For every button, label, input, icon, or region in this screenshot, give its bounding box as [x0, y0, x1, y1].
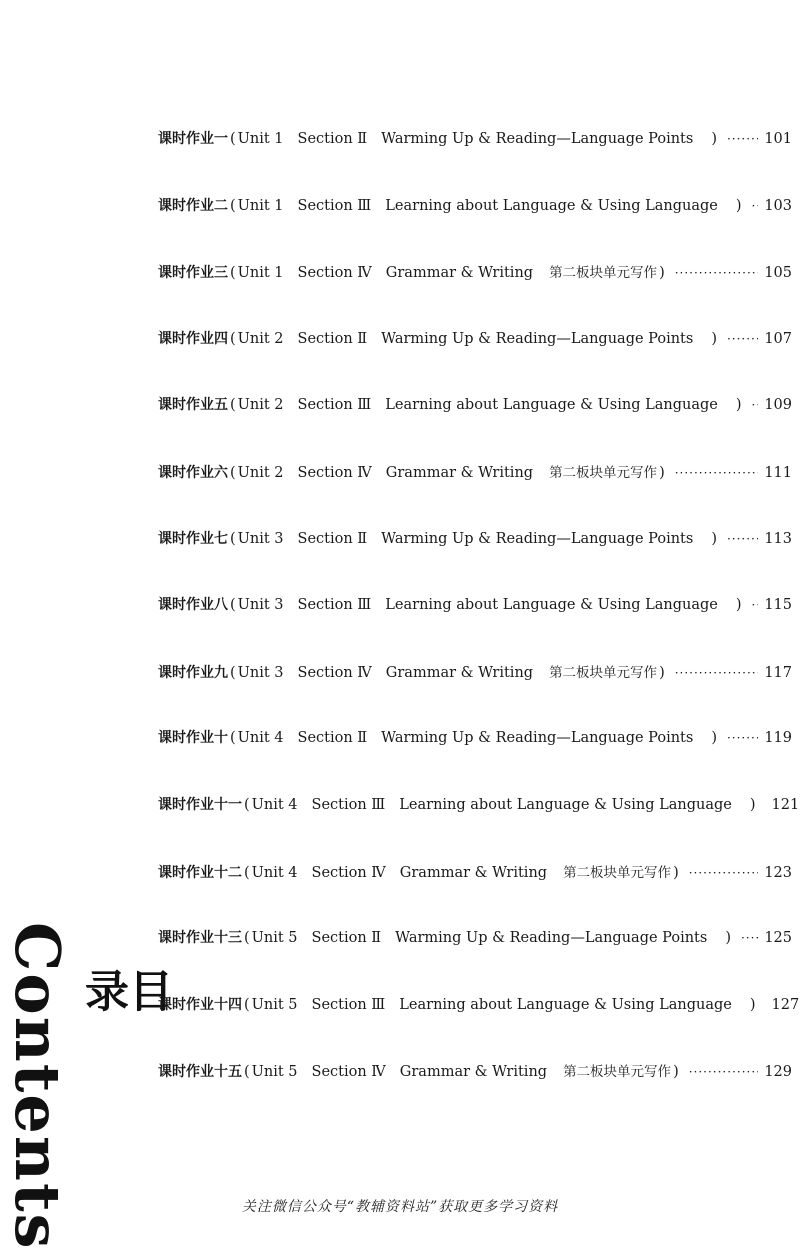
- toc-entry-page: 115: [764, 597, 792, 614]
- toc-entry-page: 129: [764, 1064, 792, 1081]
- toc-entry-section: Section Ⅲ: [297, 597, 372, 614]
- toc-entry-unit: Unit 3: [237, 530, 284, 547]
- mulu-heading: 目 录: [77, 968, 172, 1030]
- toc-entry-topic: Warming Up & Reading—Language Points: [381, 131, 694, 147]
- side-title: [0, 460, 172, 1250]
- toc-entry-unit: Unit 3: [237, 664, 284, 681]
- toc-entry-topic: Warming Up & Reading—Language Points: [381, 330, 694, 347]
- toc-entry-unit: Unit 2: [237, 397, 284, 414]
- toc-entry[interactable]: 课时作业四 ( Unit 2 Section Ⅱ Warming Up & Reading—Language Points ) ····· 107: [158, 328, 792, 395]
- leader-dots: [727, 132, 758, 146]
- toc-entry-section: Section Ⅱ: [297, 330, 368, 347]
- leader-dots: [675, 666, 759, 680]
- toc-entry[interactable]: 课时作业十四 ( Unit 5 Section Ⅲ Learning about Language & Using Language ) 127: [158, 994, 792, 1061]
- toc-entry-page: 123: [764, 864, 792, 881]
- table-of-contents: [158, 128, 800, 1127]
- toc-entry[interactable]: 课时作业二 ( Unit 1 Section Ⅲ Learning about Language & Using Language ) ····· 103: [158, 195, 792, 262]
- toc-entry-topic: Grammar & Writing: [399, 1064, 548, 1081]
- toc-entry-cn: 第二板块单元写作: [549, 464, 658, 481]
- toc-entry-label: 课时作业三: [158, 265, 228, 282]
- toc-entry[interactable]: 课时作业十五 ( Unit 5 Section Ⅳ Grammar & Writing 第二板块单元写作 ) ····· 129: [158, 1060, 792, 1127]
- toc-entry-topic: Learning about Language & Using Language: [385, 197, 718, 214]
- toc-entry-page: 125: [764, 930, 792, 947]
- toc-entry-unit: Unit 3: [237, 597, 284, 614]
- leader-dots: [741, 931, 758, 945]
- toc-entry-unit: Unit 5: [251, 1064, 298, 1081]
- toc-entry-unit: Unit 5: [251, 996, 298, 1013]
- leader-dots: [675, 266, 759, 280]
- toc-entry-label: 课时作业九: [158, 664, 228, 681]
- toc-entry-page: 113: [764, 530, 792, 547]
- toc-entry-topic: Learning about Language & Using Language: [385, 597, 718, 614]
- toc-entry-topic: Grammar & Writing: [399, 864, 548, 881]
- toc-entry-unit: Unit 4: [251, 796, 298, 813]
- toc-entry-unit: Unit 1: [237, 265, 284, 282]
- toc-entry-page: 105: [764, 265, 792, 282]
- toc-entry-topic: Learning about Language & Using Language: [399, 796, 732, 813]
- leader-dots: [752, 199, 759, 213]
- leader-dots: [675, 466, 759, 480]
- toc-entry-page: 117: [764, 664, 792, 681]
- toc-entry-section: Section Ⅱ: [297, 131, 368, 147]
- toc-entry-unit: Unit 4: [237, 730, 284, 747]
- toc-entry-unit: Unit 5: [251, 930, 298, 947]
- toc-entry-topic: Warming Up & Reading—Language Points: [381, 530, 694, 547]
- footer-note: 关注微信公众号“教辅资料站”获取更多学习资料: [241, 1199, 559, 1215]
- toc-entry[interactable]: 课时作业九 ( Unit 3 Section Ⅳ Grammar & Writing 第二板块单元写作 ) ····· 117: [158, 661, 792, 728]
- toc-entry-page: 101: [764, 131, 792, 147]
- toc-entry-label: 课时作业二: [158, 197, 228, 214]
- toc-entry-cn: 第二板块单元写作: [549, 265, 658, 282]
- leader-dots: [752, 598, 759, 612]
- toc-entry-unit: Unit 4: [251, 864, 298, 881]
- toc-entry-page: 103: [764, 197, 792, 214]
- toc-entry-topic: Warming Up & Reading—Language Points: [381, 730, 694, 747]
- toc-entry-label: 课时作业十五: [158, 1064, 242, 1081]
- toc-entry-section: Section Ⅲ: [297, 397, 372, 414]
- toc-entry-label: 课时作业一: [158, 131, 228, 147]
- toc-entry[interactable]: 课时作业十二 ( Unit 4 Section Ⅳ Grammar & Writing 第二板块单元写作 ) ····· 123: [158, 861, 792, 928]
- toc-entry-section: Section Ⅳ: [311, 864, 386, 881]
- toc-entry-topic: Learning about Language & Using Language: [385, 397, 718, 414]
- toc-entry[interactable]: 课时作业七 ( Unit 3 Section Ⅱ Warming Up & Reading—Language Points ) ····· 113: [158, 528, 792, 595]
- toc-entry-cn: 第二板块单元写作: [549, 664, 658, 681]
- toc-entry-label: 课时作业八: [158, 597, 228, 614]
- toc-entry-page: 111: [764, 464, 792, 481]
- toc-entry-label: 课时作业十四: [158, 996, 242, 1013]
- toc-entry-unit: Unit 2: [237, 330, 284, 347]
- toc-entry-section: Section Ⅲ: [297, 197, 372, 214]
- toc-entry-label: 课时作业六: [158, 464, 228, 481]
- toc-entry-label: 课时作业十三: [158, 930, 242, 947]
- toc-entry-section: Section Ⅱ: [311, 930, 382, 947]
- toc-entry-unit: Unit 1: [237, 197, 284, 214]
- leader-dots: [689, 1065, 759, 1079]
- leader-dots: [727, 532, 758, 546]
- toc-entry-label: 课时作业十二: [158, 864, 242, 881]
- toc-entry[interactable]: 课时作业十三 ( Unit 5 Section Ⅱ Warming Up & Reading—Language Points ) ····· 125: [158, 927, 792, 994]
- toc-entry-section: Section Ⅳ: [297, 265, 372, 282]
- toc-entry-cn: 第二板块单元写作: [563, 864, 672, 881]
- toc-entry-label: 课时作业十一: [158, 796, 242, 813]
- toc-entry-unit: Unit 1: [237, 131, 284, 147]
- toc-entry[interactable]: 课时作业八 ( Unit 3 Section Ⅲ Learning about Language & Using Language ) ····· 115: [158, 594, 792, 661]
- toc-entry-section: Section Ⅲ: [311, 996, 386, 1013]
- leader-dots: [752, 398, 759, 412]
- toc-entry-topic: Grammar & Writing: [385, 464, 534, 481]
- toc-entry-page: 119: [764, 730, 792, 747]
- leader-dots: [727, 731, 758, 745]
- toc-entry[interactable]: 课时作业十一 ( Unit 4 Section Ⅲ Learning about Language & Using Language ) 121: [158, 794, 792, 861]
- toc-entry-label: 课时作业四: [158, 330, 228, 347]
- toc-entry-page: 127: [771, 996, 800, 1013]
- toc-entry[interactable]: 课时作业三 ( Unit 1 Section Ⅳ Grammar & Writing 第二板块单元写作 ) ····· 105: [158, 261, 792, 328]
- toc-entry[interactable]: 课时作业六 ( Unit 2 Section Ⅳ Grammar & Writing 第二板块单元写作 ) ····· 111: [158, 461, 792, 528]
- toc-entry-section: Section Ⅲ: [311, 796, 386, 813]
- contents-heading: Contents: [1, 922, 74, 1250]
- toc-entry-topic: Grammar & Writing: [385, 265, 534, 282]
- toc-entry-label: 课时作业七: [158, 530, 228, 547]
- toc-entry-cn: 第二板块单元写作: [563, 1064, 672, 1081]
- toc-entry-page: 107: [764, 330, 792, 347]
- toc-entry-unit: Unit 2: [237, 464, 284, 481]
- toc-entry-topic: Grammar & Writing: [385, 664, 534, 681]
- toc-entry-topic: Learning about Language & Using Language: [399, 996, 732, 1013]
- toc-entry-page: 109: [764, 397, 792, 414]
- toc-entry[interactable]: 课时作业五 ( Unit 2 Section Ⅲ Learning about Language & Using Language ) ····· 109: [158, 394, 792, 461]
- toc-entry[interactable]: 课时作业十 ( Unit 4 Section Ⅱ Warming Up & Reading—Language Points ) ····· 119: [158, 727, 792, 794]
- toc-entry-section: Section Ⅱ: [297, 530, 368, 547]
- leader-dots: [689, 866, 759, 880]
- toc-entry-section: Section Ⅱ: [297, 730, 368, 747]
- leader-dots: [727, 332, 758, 346]
- toc-entry-section: Section Ⅳ: [297, 664, 372, 681]
- toc-entry-topic: Warming Up & Reading—Language Points: [395, 930, 708, 947]
- toc-entry-section: Section Ⅳ: [311, 1064, 386, 1081]
- toc-entry-label: 课时作业十: [158, 730, 228, 747]
- toc-entry[interactable]: 课时作业一 ( Unit 1 Section Ⅱ Warming Up & Reading—Language Points ) ····· 101: [158, 128, 792, 195]
- toc-entry-page: 121: [771, 796, 800, 813]
- toc-entry-section: Section Ⅳ: [297, 464, 372, 481]
- toc-entry-label: 课时作业五: [158, 397, 228, 414]
